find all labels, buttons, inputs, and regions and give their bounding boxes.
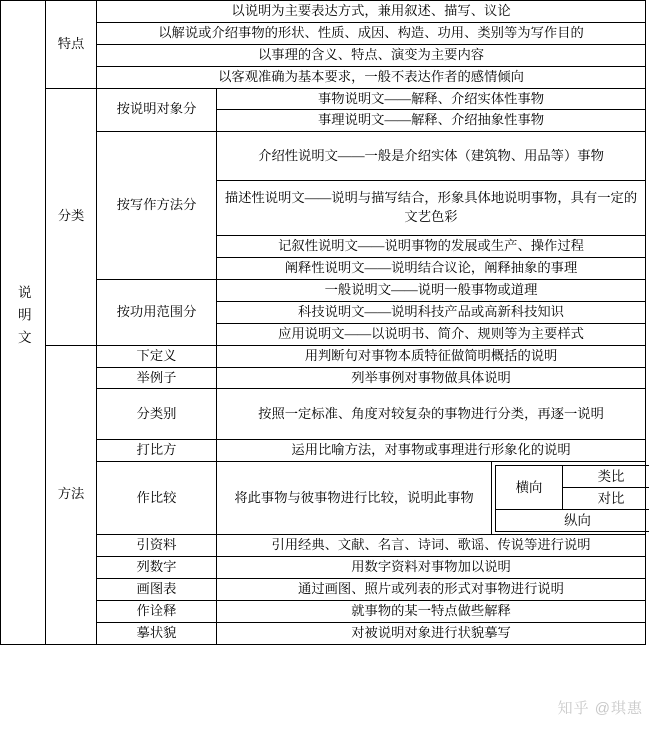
table-row <box>1 579 646 601</box>
comparison-directions-cell <box>492 462 646 535</box>
classification-group-label-by-scope: 按功用范围分 <box>97 280 217 346</box>
classification-item: 介绍性说明文——一般是介绍实体（建筑物、用品等）事物 <box>217 132 646 181</box>
table-row <box>496 465 649 487</box>
table-row <box>1 22 646 44</box>
method-name: 列数字 <box>97 557 217 579</box>
table-row <box>1 367 646 389</box>
table-row <box>1 440 646 462</box>
method-desc: 按照一定标准、角度对较复杂的事物进行分类，再逐一说明 <box>217 389 646 440</box>
section-label-classification: 分类 <box>46 88 97 345</box>
method-desc: 就事物的某一特点做些解释 <box>217 600 646 622</box>
method-name: 摹状貌 <box>97 622 217 644</box>
table-row <box>1 44 646 66</box>
method-name: 下定义 <box>97 345 217 367</box>
comparison-kind-analogy: 类比 <box>563 465 649 487</box>
table-row <box>1 462 646 535</box>
method-desc: 将此事物与彼事物进行比较，说明此事物 <box>217 462 492 535</box>
classification-group-label-by-object: 按说明对象分 <box>97 88 217 132</box>
feature-text: 以说明为主要表达方式，兼用叙述、描写、议论 <box>97 1 646 23</box>
comparison-kind-contrast: 对比 <box>563 487 649 509</box>
comparison-direction-vertical: 纵向 <box>496 509 649 531</box>
section-label-methods: 方法 <box>46 345 97 644</box>
table-row <box>1 600 646 622</box>
method-desc: 对被说明对象进行状貌摹写 <box>217 622 646 644</box>
method-name: 画图表 <box>97 579 217 601</box>
comparison-direction-horizontal: 横向 <box>496 465 563 509</box>
table-row <box>1 389 646 440</box>
feature-text: 以事理的含义、特点、演变为主要内容 <box>97 44 646 66</box>
classification-group-label-by-method: 按写作方法分 <box>97 132 217 280</box>
classification-item: 事理说明文——解释、介绍抽象性事物 <box>217 110 646 132</box>
table-row <box>1 88 646 110</box>
classification-item: 阐释性说明文——说明结合议论，阐释抽象的事理 <box>217 258 646 280</box>
method-name: 引资料 <box>97 535 217 557</box>
table-row <box>1 132 646 181</box>
method-name: 作比较 <box>97 462 217 535</box>
feature-text: 以客观准确为基本要求，一般不表达作者的感情倾向 <box>97 66 646 88</box>
classification-item: 事物说明文——解释、介绍实体性事物 <box>217 88 646 110</box>
feature-text: 以解说或介绍事物的形状、性质、成因、构造、功用、类别等为写作目的 <box>97 22 646 44</box>
root-label: 说明文 <box>15 285 31 354</box>
method-desc: 列举事例对事物做具体说明 <box>217 367 646 389</box>
comparison-directions-table <box>495 465 649 532</box>
method-name: 举例子 <box>97 367 217 389</box>
table-row <box>1 66 646 88</box>
section-label-features: 特点 <box>46 1 97 89</box>
classification-item: 应用说明文——以说明书、简介、规则等为主要样式 <box>217 323 646 345</box>
method-desc: 运用比喻方法，对事物或事理进行形象化的说明 <box>217 440 646 462</box>
table-row <box>1 1 646 23</box>
classification-item: 一般说明文——说明一般事物或道理 <box>217 280 646 302</box>
method-desc: 用数字资料对事物加以说明 <box>217 557 646 579</box>
method-name: 打比方 <box>97 440 217 462</box>
zhihu-watermark: 知乎 @琪惠 <box>557 700 643 717</box>
classification-item: 科技说明文——说明科技产品或高新科技知识 <box>217 301 646 323</box>
table-row <box>1 622 646 644</box>
method-desc: 通过画图、照片或列表的形式对事物进行说明 <box>217 579 646 601</box>
table-row <box>496 509 649 531</box>
root-label-cell <box>1 1 46 645</box>
table-row <box>1 535 646 557</box>
classification-item: 描述性说明文——说明与描写结合，形象具体地说明事物，具有一定的文艺色彩 <box>217 181 646 236</box>
table-row <box>1 557 646 579</box>
table-row <box>1 280 646 302</box>
method-desc: 用判断句对事物本质特征做简明概括的说明 <box>217 345 646 367</box>
classification-item: 记叙性说明文——说明事物的发展或生产、操作过程 <box>217 236 646 258</box>
method-name: 作诠释 <box>97 600 217 622</box>
method-name: 分类别 <box>97 389 217 440</box>
table-row <box>1 345 646 367</box>
method-desc: 引用经典、文献、名言、诗词、歌谣、传说等进行说明 <box>217 535 646 557</box>
